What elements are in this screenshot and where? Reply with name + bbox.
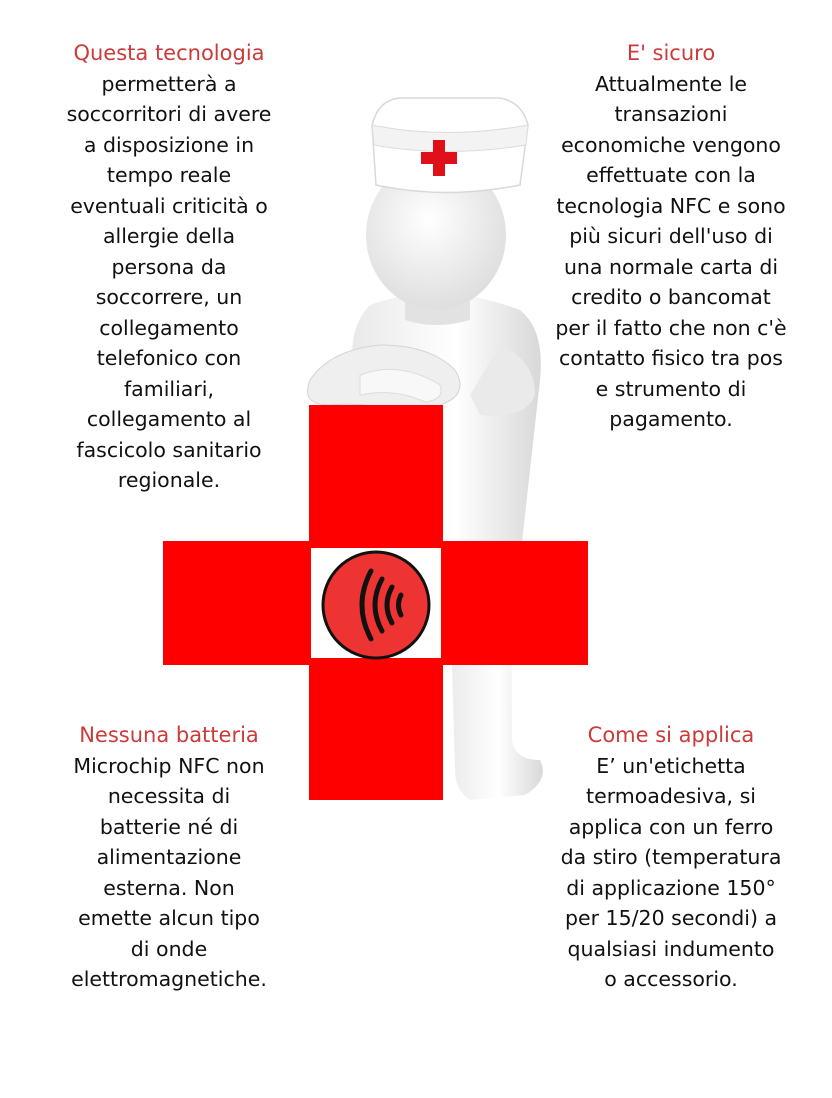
section-top-left bbox=[35, 38, 303, 496]
section-bottom-left bbox=[35, 720, 303, 995]
section-title: Come si applica bbox=[587, 723, 755, 747]
section-title: E' sicuro bbox=[626, 41, 716, 65]
nurse-cap bbox=[372, 98, 528, 193]
section-title: Questa tecnologia bbox=[73, 41, 265, 65]
section-title: Nessuna batteria bbox=[79, 723, 259, 747]
section-body: Microchip NFC non necessita di batterie né di alimentazione esterna. Non emette alcun tipo di onde elettromagnetiche. bbox=[71, 753, 267, 991]
nfc-icon bbox=[323, 552, 429, 658]
section-bottom-right bbox=[536, 720, 806, 995]
section-body: Attualmente le transazioni economiche vengono effettuate con la tecnologia NFC e sono più sicuri dell'uso di una normale carta di credito o bancomat per il fatto che non c'è contatto fisico tra pos e strumento di pagamento. bbox=[555, 71, 787, 431]
section-body: permetterà a soccorritori di avere a disposizione in tempo reale eventuali criticità o allergie della persona da soccorrere, un collegamento telefonico con familiari, collegamento al fascicolo sanitario regionale. bbox=[66, 71, 272, 492]
section-top-right bbox=[536, 38, 806, 435]
section-body: E’ un'etichetta termoadesiva, si applica con un ferro da stiro (temperatura di applicazione 150° per 15/20 secondi) a qualsiasi indumento o accessorio. bbox=[560, 753, 782, 991]
